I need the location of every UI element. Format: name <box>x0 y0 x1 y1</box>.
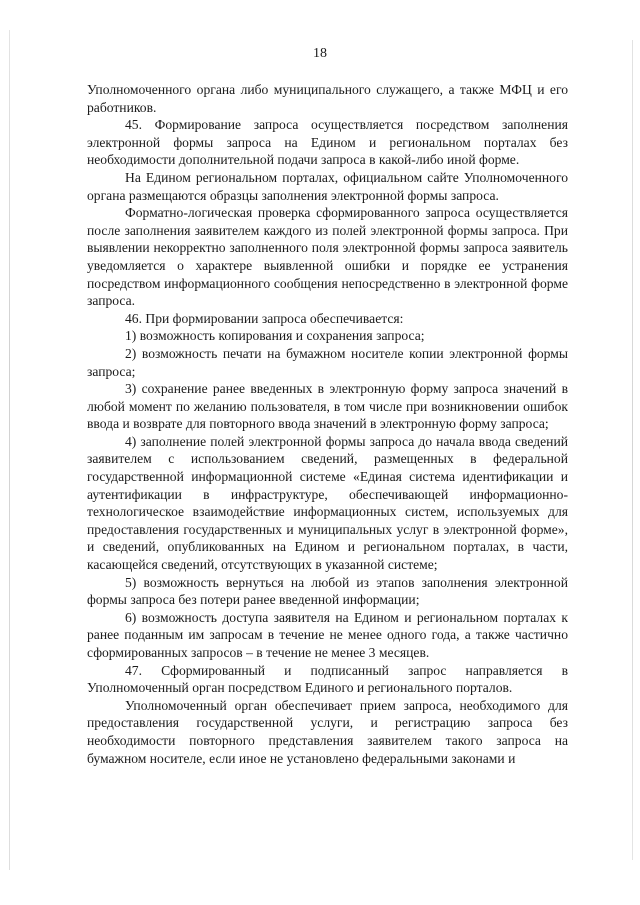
paragraph: 3) сохранение ранее введенных в электронную форму запроса значений в любой момент по желанию пользователя, в том числе при возникновении ошибок ввода и возврате для повторного ввода значений в электронную форму запроса; <box>87 381 568 432</box>
paragraph: Уполномоченный орган обеспечивает прием запроса, необходимого для предоставления государственной услуги, и регистрацию запроса без необходимости повторного представления заявителем такого запроса на бумажном носителе, если иное не установлено федеральными законами и <box>87 697 568 766</box>
paragraph: На Едином региональном порталах, официальном сайте Уполномоченного органа размещаются образцы заполнения электронной формы запроса. <box>87 169 568 203</box>
scan-edge-right <box>632 40 633 860</box>
scan-edge-left <box>9 30 10 870</box>
paragraph: Форматно-логическая проверка сформированного запроса осуществляется после заполнения заявителем каждого из полей электронной формы запроса. При выявлении некорректно заполненного поля электронной формы запроса заявитель уведомляется о характере выявленной ошибки и порядке ее устранения посредством информационного сообщения непосредственно в электронной форме запроса. <box>87 205 568 309</box>
paragraph: 1) возможность копирования и сохранения запроса; <box>125 328 425 344</box>
paragraph: 2) возможность печати на бумажном носителе копии электронной формы запроса; <box>87 345 568 379</box>
page-number: 18 <box>313 46 327 61</box>
paragraph: Уполномоченного органа либо муниципального служащего, а также МФЦ и его работников. <box>87 82 568 115</box>
paragraph: 46. При формировании запроса обеспечивается: <box>125 310 404 326</box>
paragraph: 5) возможность вернуться на любой из этапов заполнения электронной формы запроса без потери ранее введенной информации; <box>87 574 568 608</box>
paragraph: 45. Формирование запроса осуществляется посредством заполнения электронной формы запроса на Едином и региональном порталах без необходимости дополнительной подачи запроса в какой-либо иной форме. <box>87 117 568 168</box>
paragraph: 6) возможность доступа заявителя на Едином и региональном порталах к ранее поданным им запросам в течение не менее одного года, а также частично сформированных запросов – в течение не менее 3 месяцев. <box>87 609 568 660</box>
paragraph: 4) заполнение полей электронной формы запроса до начала ввода сведений заявителем с использованием сведений, размещенных в федеральной государственной информационной системе «Единая система идентификации и аутентификации в инфраструктуре, обеспечивающей информационно-технологическое взаимодействие информационных систем, используемых для предоставления государственных и муниципальных услуг в электронной форме», и сведений, опубликованных на Едином и региональном порталах, в части, касающейся сведений, отсутствующих в указанной системе; <box>87 433 568 573</box>
paragraph: 47. Сформированный и подписанный запрос направляется в Уполномоченный орган посредством Единого и регионального порталов. <box>87 662 568 696</box>
document-body <box>87 81 568 767</box>
